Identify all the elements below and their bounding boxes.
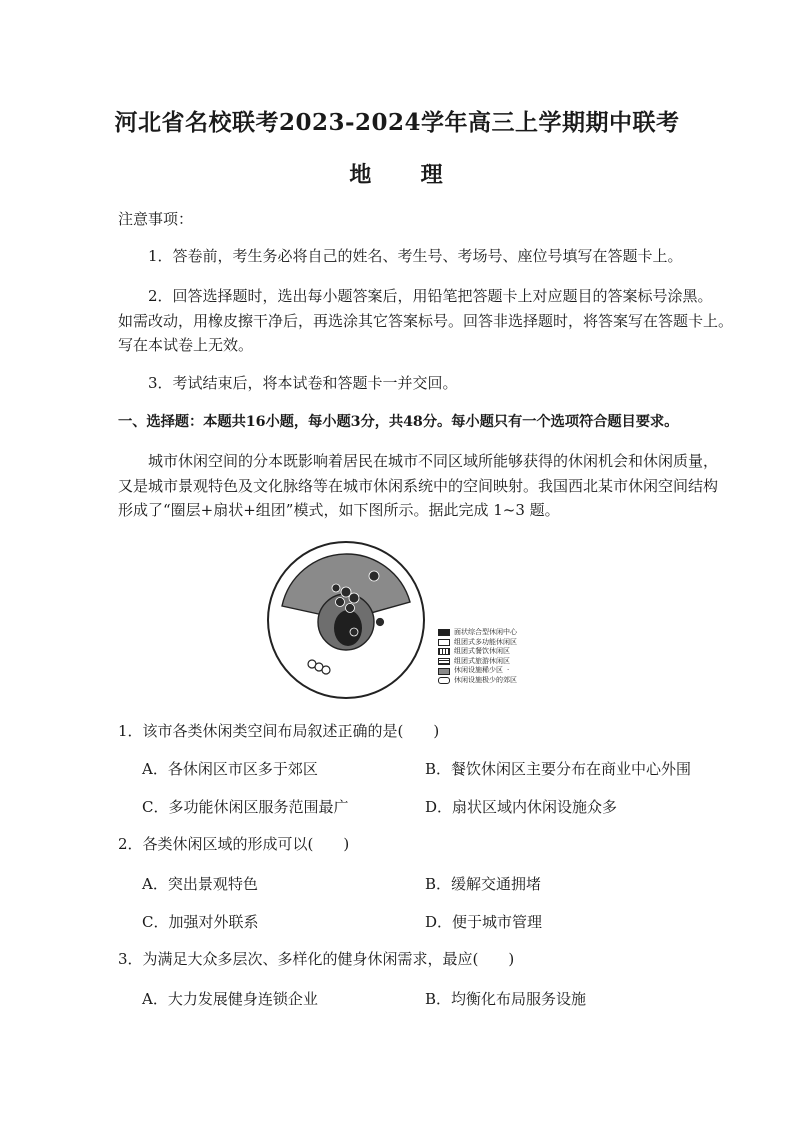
question-2-stem: 2．各类休闲区域的形成可以( ) — [118, 835, 350, 853]
passage-line-1: 城市休闲空间的分本既影响着居民在城市不同区域所能够获得的休闲机会和休闲质量， — [148, 452, 719, 470]
subject-char-2: 理 — [420, 162, 445, 188]
legend-dot: · — [507, 666, 510, 675]
question-3-stem: 3．为满足大众多层次、多样化的健身休闲需求，最应( ) — [118, 950, 515, 968]
legend-item: 休闲设施极少的郊区 — [438, 676, 517, 686]
legend-swatch — [438, 648, 450, 655]
legend-item: 组团式旅游休闲区 — [438, 657, 517, 667]
question-1-stem: 1．该市各类休闲类空间布局叙述正确的是( ) — [118, 722, 440, 740]
subject-char-1: 地 — [349, 162, 374, 188]
central-leisure-core — [334, 610, 362, 646]
legend-swatch — [438, 658, 450, 665]
q2-option-c[interactable]: C．加强对外联系 — [142, 913, 259, 931]
legend-item: 面状综合型休闲中心 — [438, 628, 517, 638]
passage-line-2: 又是城市景观特色及文化脉络等在城市休闲系统中的空间映射。我国西北某市休闲空间结构 — [118, 477, 719, 495]
notice-item-2-line-1: 2．回答选择题时，选出每小题答案后，用铅笔把答题卡上对应题目的答案标号涂黑。 — [148, 287, 713, 305]
passage-line-3: 形成了“圈层+扇状+组团”模式，如下图所示。据此完成 1~3 题。 — [118, 501, 560, 519]
diagram-legend — [438, 628, 517, 686]
subject-title — [0, 158, 794, 189]
q3-option-a[interactable]: A．大力发展健身连锁企业 — [142, 990, 318, 1008]
notice-item-1: 1．答卷前，考生务必将自己的姓名、考生号、考场号、座位号填写在答题卡上。 — [148, 247, 683, 265]
legend-item: 组团式餐饮休闲区 — [438, 647, 517, 657]
q1-option-d[interactable]: D．扇状区域内休闲设施众多 — [425, 798, 618, 816]
exam-title: 河北省名校联考2023-2024学年高三上学期期中联考 — [114, 109, 680, 136]
q3-option-b[interactable]: B．均衡化布局服务设施 — [425, 990, 587, 1008]
q1-option-a[interactable]: A．各休闲区市区多于郊区 — [142, 760, 318, 778]
q2-option-d[interactable]: D．便于城市管理 — [425, 913, 543, 931]
legend-item: 休闲设施稀少区 · — [438, 666, 517, 676]
notice-heading: 注意事项： — [118, 210, 194, 228]
legend-item: 组团式多功能休闲区 — [438, 638, 517, 648]
legend-swatch — [438, 668, 450, 675]
notice-item-2-line-2: 如需改动，用橡皮擦干净后，再选涂其它答案标号。回答非选择题时，将答案写在答题卡上。 — [118, 312, 734, 330]
legend-swatch — [438, 639, 450, 646]
q2-option-a[interactable]: A．突出景观特色 — [142, 875, 258, 893]
q1-option-b[interactable]: B．餐饮休闲区主要分布在商业中心外围 — [425, 760, 692, 778]
section-1-heading: 一、选择题：本题共16小题，每小题3分，共48分。每小题只有一个选项符合题目要求。 — [118, 414, 679, 430]
notice-item-2-line-3: 写在本试卷上无效。 — [118, 336, 254, 354]
notice-item-3: 3．考试结束后，将本试卷和答题卡一并交回。 — [148, 374, 458, 392]
q1-option-c[interactable]: C．多功能休闲区服务范围最广 — [142, 798, 349, 816]
legend-swatch — [438, 677, 450, 684]
legend-swatch — [438, 629, 450, 636]
q2-option-b[interactable]: B．缓解交通拥堵 — [425, 875, 542, 893]
